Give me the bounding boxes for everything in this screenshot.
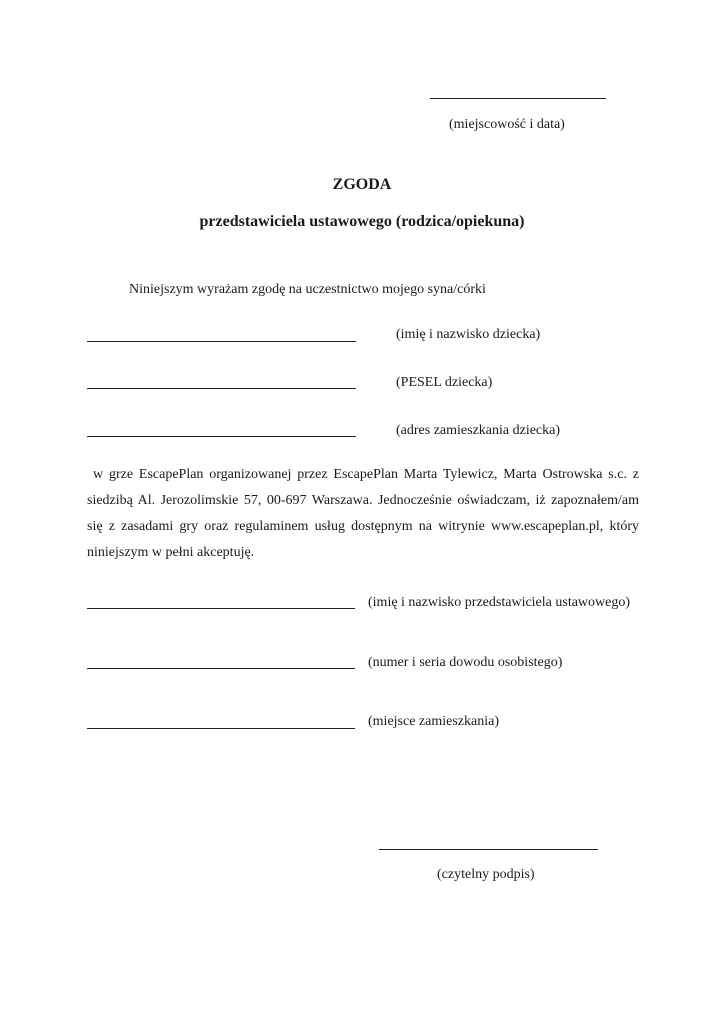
signature-line[interactable] (379, 849, 598, 850)
child-address-label: (adres zamieszkania dziecka) (396, 423, 561, 438)
consent-paragraph (87, 462, 639, 566)
consent-paragraph-text: w grze EscapePlan organizowanej przez EscapePlan Marta Tylewicz, Marta Ostrowska s.c. z siedzibą Al. Jerozolimskie 57, 00-697 Warszawa. Jednocześnie oświadczam, iż zapoznałem/am się z zasadami gry oraz regulaminem usług dostępnym na witrynie www.escapeplan.pl, który niniejszym w pełni akceptuję. (87, 467, 639, 560)
guardian-id-line[interactable] (87, 668, 355, 669)
document-subtitle: przedstawiciela ustawowego (rodzica/opiekuna) (199, 213, 525, 230)
guardian-name-label: (imię i nazwisko przedstawiciela ustawowego) (368, 595, 631, 610)
guardian-residence-label: (miejsce zamieszkania) (368, 714, 499, 729)
child-pesel-line[interactable] (87, 388, 356, 389)
guardian-name-line[interactable] (87, 608, 355, 609)
document-title: ZGODA (332, 176, 392, 193)
child-name-line[interactable] (87, 341, 356, 342)
guardian-id-label: (numer i seria dowodu osobistego) (368, 655, 563, 670)
child-name-label: (imię i nazwisko dziecka) (396, 327, 541, 342)
guardian-residence-line[interactable] (87, 728, 355, 729)
place-date-label: (miejscowość i data) (449, 117, 565, 132)
signature-label: (czytelny podpis) (437, 867, 535, 882)
child-address-line[interactable] (87, 436, 356, 437)
place-date-line[interactable] (430, 98, 606, 99)
intro-text: Niniejszym wyrażam zgodę na uczestnictwo mojego syna/córki (129, 282, 486, 297)
child-pesel-label: (PESEL dziecka) (396, 375, 493, 390)
